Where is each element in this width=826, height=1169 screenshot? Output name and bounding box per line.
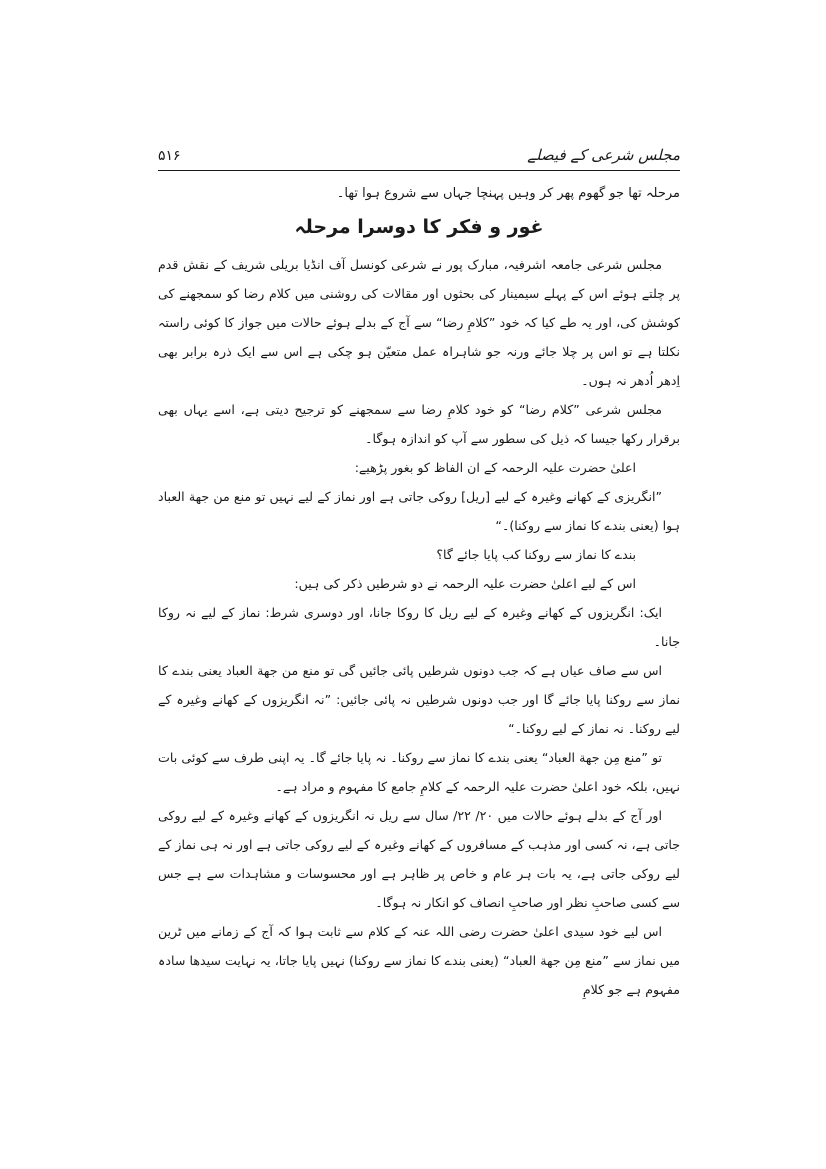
- page-header: [158, 146, 680, 176]
- paragraph: مجلس شرعی ”کلام رضا“ کو خود کلامِ رضا سے سمجھنے کو ترجیح دیتی ہے، اسے یہاں بھی برقرار رکھا جیسا کہ ذیل کی سطور سے آپ کو اندازہ ہوگا۔: [158, 402, 680, 446]
- running-title: مجلس شرعی کے فیصلے: [527, 146, 680, 164]
- paragraph: مجلس شرعی جامعہ اشرفیہ، مبارک پور نے شرعی کونسل آف انڈیا بریلی شریف کے نقش قدم پر چلتے ہوئے اس کے پہلے سیمینار کی بحثوں اور مقالات کی روشنی میں کلام رضا کو سمجھنے کی کوشش کی، اور یہ طے کیا کہ خود ”کلامِ رضا“ سے آج کے بدلے ہوئے حالات میں جواز کا کوئی راستہ نکلتا ہے تو اس پر چلا جائے ورنہ جو شاہراہ عمل متعیّن ہو چکی ہے اس سے ایک ذرہ برابر بھی اِدھر اُدھر نہ ہوں۔: [158, 257, 680, 388]
- paragraph: تو ”منع مِن جهة العباد“ یعنی بندے کا نماز سے روکنا۔ نہ پایا جائے گا۔ یہ اپنی طرف سے کوئی بات نہیں، بلکہ خود اعلیٰ حضرت علیہ الرحمہ کے کلامِ جامع کا مفہوم و مراد ہے۔: [158, 750, 680, 794]
- body-text: [158, 250, 680, 1004]
- paragraph: اس سے صاف عیاں ہے کہ جب دونوں شرطیں پائی جائیں گی تو منع من جهة العباد یعنی بندے کا نماز سے روکنا پایا جائے گا اور جب دونوں شرطیں نہ پائی جائیں: ”نہ انگریزوں کے کھانے وغیرہ کے لیے روکنا۔ نہ نماز کے لیے روکنا۔“: [158, 663, 680, 736]
- paragraph: ”انگریزی کے کھانے وغیرہ کے لیے [ریل] روکی جاتی ہے اور نماز کے لیے نہیں تو منع من جهة العباد ہوا (یعنی بندے کا نماز سے روکنا)۔“: [158, 489, 680, 533]
- paragraph: اور آج کے بدلے ہوئے حالات میں ۲۰/ ۲۲/ سال سے ریل نہ انگریزوں کے کھانے وغیرہ کے لیے روکی جاتی ہے، نہ کسی اور مذہب کے مسافروں کے کھانے وغیرہ کے لیے روکی جاتی ہے اور نہ ہی نماز کے لیے روکی جاتی ہے، یہ بات ہر عام و خاص پر ظاہر ہے اور محسوسات و مشاہدات سے ہے جس سے کسی صاحبِ نظر اور صاحبِ انصاف کو انکار نہ ہوگا۔: [157, 808, 680, 910]
- section-heading: غور و فکر کا دوسرا مرحلہ: [294, 216, 544, 238]
- paragraph: اعلیٰ حضرت علیہ الرحمہ کے ان الفاظ کو بغور پڑھیے:: [354, 460, 636, 475]
- page-number: ۵۱۶: [158, 148, 181, 164]
- document-page: [158, 146, 680, 1004]
- lead-line: مرحلہ تھا جو گھوم پھر کر وہیں پہنچا جہاں سے شروع ہوا تھا۔: [336, 186, 680, 201]
- header-rule: [158, 170, 680, 171]
- paragraph: اس کے لیے اعلیٰ حضرت علیہ الرحمہ نے دو شرطیں ذکر کی ہیں:: [294, 576, 636, 591]
- paragraph: ایک: انگریزوں کے کھانے وغیرہ کے لیے ریل کا روکا جانا، اور دوسری شرط: نماز کے لیے نہ روکا جانا۔: [158, 605, 680, 649]
- paragraph: بندے کا نماز سے روکنا کب پایا جائے گا؟: [436, 547, 636, 562]
- paragraph: اس لیے خود سیدی اعلیٰ حضرت رضی اللہ عنہ کے کلام سے ثابت ہوا کہ آج کے زمانے میں ٹرین میں نماز سے ”منع مِن جهة العباد“ (یعنی بندے کا نماز سے روکنا) نہیں پایا جاتا، یہ نہایت سیدھا سادہ مفہوم ہے جو کلامِ: [158, 924, 680, 997]
